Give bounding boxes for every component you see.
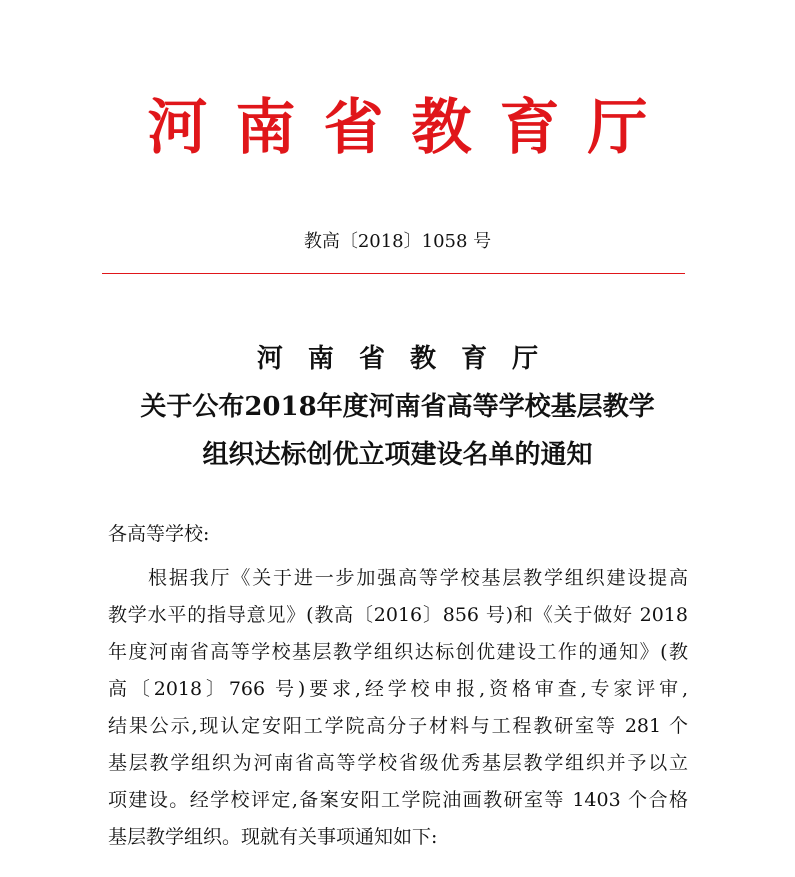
- letterhead-divider: [102, 273, 685, 274]
- document-number: 教高〔2018〕1058 号: [303, 231, 492, 252]
- body-line: 基层教学组织为河南省高等学校省级优秀基层教学组织并予以立: [108, 752, 688, 774]
- body-paragraph: [108, 560, 688, 856]
- body-line: 结果公示,现认定安阳工学院高分子材料与工程教研室等 281 个: [108, 715, 688, 737]
- body-line: 年度河南省高等学校基层教学组织达标创优建设工作的通知》(教: [108, 641, 688, 663]
- notice-title-line-2: 关于公布2018年度河南省高等学校基层教学: [140, 392, 655, 422]
- notice-title-line-1: 河 南 省 教 育 厅: [256, 344, 547, 374]
- salutation: 各高等学校:: [108, 523, 210, 545]
- body-line: 教学水平的指导意见》(教高〔2016〕856 号)和《关于做好 2018: [108, 604, 688, 626]
- body-line: 项建设。经学校评定,备案安阳工学院油画教研室等 1403 个合格: [108, 789, 688, 811]
- body-line: 根据我厅《关于进一步加强高等学校基层教学组织建设提高: [148, 567, 688, 589]
- letterhead-title: 河南省教育厅: [147, 93, 676, 163]
- body-line: 基层教学组织。现就有关事项通知如下:: [108, 826, 438, 848]
- notice-title: [0, 335, 795, 479]
- notice-title-line-3: 组织达标创优立项建设名单的通知: [202, 440, 593, 470]
- body-line: 高〔2018〕766 号)要求,经学校申报,资格审查,专家评审,: [108, 678, 688, 700]
